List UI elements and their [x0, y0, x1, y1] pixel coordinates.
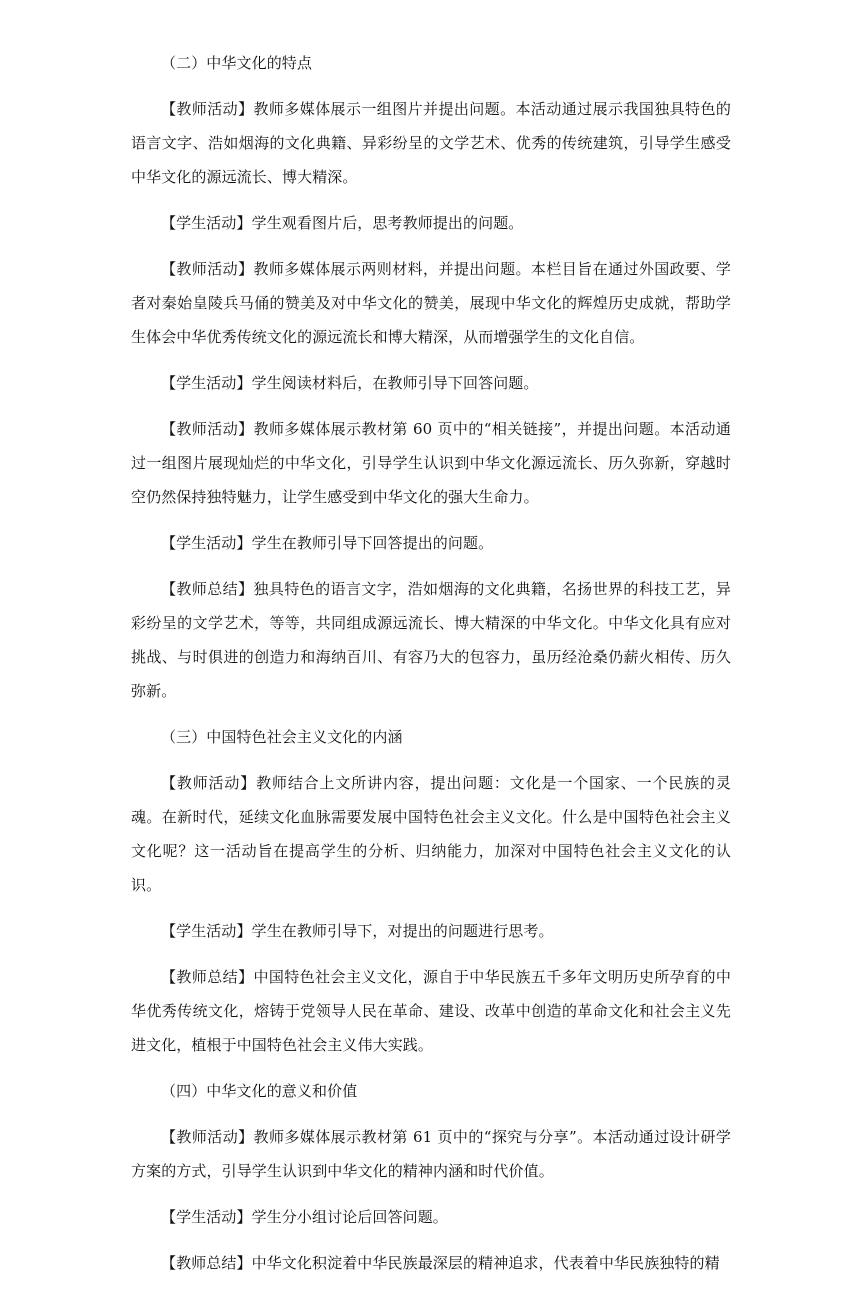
activity-tag: 【教师活动】 [161, 100, 254, 118]
teacher-activity-paragraph [131, 766, 731, 902]
paragraph-text: 学生阅读材料后，在教师引导下回答问题。 [251, 374, 539, 392]
activity-tag: 【学生活动】 [161, 1208, 252, 1226]
student-activity-paragraph [131, 206, 731, 240]
teacher-activity-paragraph [131, 412, 731, 514]
section-heading-characteristics [131, 46, 731, 80]
teacher-activity-paragraph [131, 252, 731, 354]
document-page [131, 46, 731, 1292]
paragraph-text: 中华文化积淀着中华民族最深层的精神追求，代表着中华民族独特的精 [251, 1254, 720, 1272]
heading-text: （四）中华文化的意义和价值 [161, 1082, 358, 1100]
activity-tag: 【教师活动】 [161, 260, 254, 278]
activity-tag: 【教师活动】 [161, 774, 257, 792]
activity-tag: 【学生活动】 [161, 534, 252, 552]
student-activity-paragraph [131, 526, 731, 560]
activity-tag: 【学生活动】 [161, 922, 252, 940]
paragraph-text: 学生在教师引导下回答提出的问题。 [251, 534, 494, 552]
teacher-summary-paragraph [131, 1246, 731, 1280]
paragraph-text: 独具特色的语言文字，浩如烟海的文化典籍，名扬世界的科技工艺，异彩纷呈的文学艺术，等等，共同组成源远流长、博大精深的中华文化。中华文化具有应对挑战、与时俱进的创造力和海纳百川、有容乃大的包容力，虽历经沧桑仍薪火相传、历久弥新。 [131, 580, 731, 700]
activity-tag: 【学生活动】 [161, 214, 252, 232]
heading-text: （二）中华文化的特点 [161, 54, 313, 72]
student-activity-paragraph [131, 1200, 731, 1234]
paragraph-text: 教师多媒体展示一组图片并提出问题。本活动通过展示我国独具特色的语言文字、浩如烟海的文化典籍、异彩纷呈的文学艺术、优秀的传统建筑，引导学生感受中华文化的源远流长、博大精深。 [131, 100, 731, 186]
activity-tag: 【教师总结】 [161, 580, 254, 598]
paragraph-text: 教师多媒体展示两则材料，并提出问题。本栏目旨在通过外国政要、学者对秦始皇陵兵马俑的赞美及对中华文化的赞美，展现中华文化的辉煌历史成就，帮助学生体会中华优秀传统文化的源远流长和博大精深，从而增强学生的文化自信。 [131, 260, 731, 346]
paragraph-text: 学生观看图片后，思考教师提出的问题。 [251, 214, 524, 232]
student-activity-paragraph [131, 366, 731, 400]
heading-text: （三）中国特色社会主义文化的内涵 [161, 728, 403, 746]
activity-tag: 【教师活动】 [161, 420, 254, 438]
activity-tag: 【教师总结】 [161, 1254, 252, 1272]
activity-tag: 【教师活动】 [161, 1128, 254, 1146]
paragraph-text: 学生在教师引导下，对提出的问题进行思考。 [251, 922, 554, 940]
section-heading-socialist-culture [131, 720, 731, 754]
paragraph-text: 教师结合上文所讲内容，提出问题：文化是一个国家、一个民族的灵魂。在新时代，延续文化血脉需要发展中国特色社会主义文化。什么是中国特色社会主义文化呢？这一活动旨在提高学生的分析、归纳能力，加深对中国特色社会主义文化的认识。 [131, 774, 731, 894]
activity-tag: 【教师总结】 [161, 968, 254, 986]
teacher-activity-paragraph [131, 1120, 731, 1188]
paragraph-text: 教师多媒体展示教材第 61 页中的“探究与分享”。本活动通过设计研学方案的方式，引导学生认识到中华文化的精神内涵和时代价值。 [131, 1128, 731, 1180]
paragraph-text: 教师多媒体展示教材第 60 页中的“相关链接”，并提出问题。本活动通过一组图片展现灿烂的中华文化，引导学生认识到中华文化源远流长、历久弥新，穿越时空仍然保持独特魅力，让学生感受到中华文化的强大生命力。 [131, 420, 731, 506]
student-activity-paragraph [131, 914, 731, 948]
paragraph-text: 学生分小组讨论后回答问题。 [251, 1208, 448, 1226]
teacher-activity-paragraph [131, 92, 731, 194]
activity-tag: 【学生活动】 [161, 374, 252, 392]
teacher-summary-paragraph [131, 572, 731, 708]
section-heading-significance [131, 1074, 731, 1108]
teacher-summary-paragraph [131, 960, 731, 1062]
paragraph-text: 中国特色社会主义文化，源自于中华民族五千多年文明历史所孕育的中华优秀传统文化，熔铸于党领导人民在革命、建设、改革中创造的革命文化和社会主义先进文化，植根于中国特色社会主义伟大实践。 [131, 968, 731, 1054]
